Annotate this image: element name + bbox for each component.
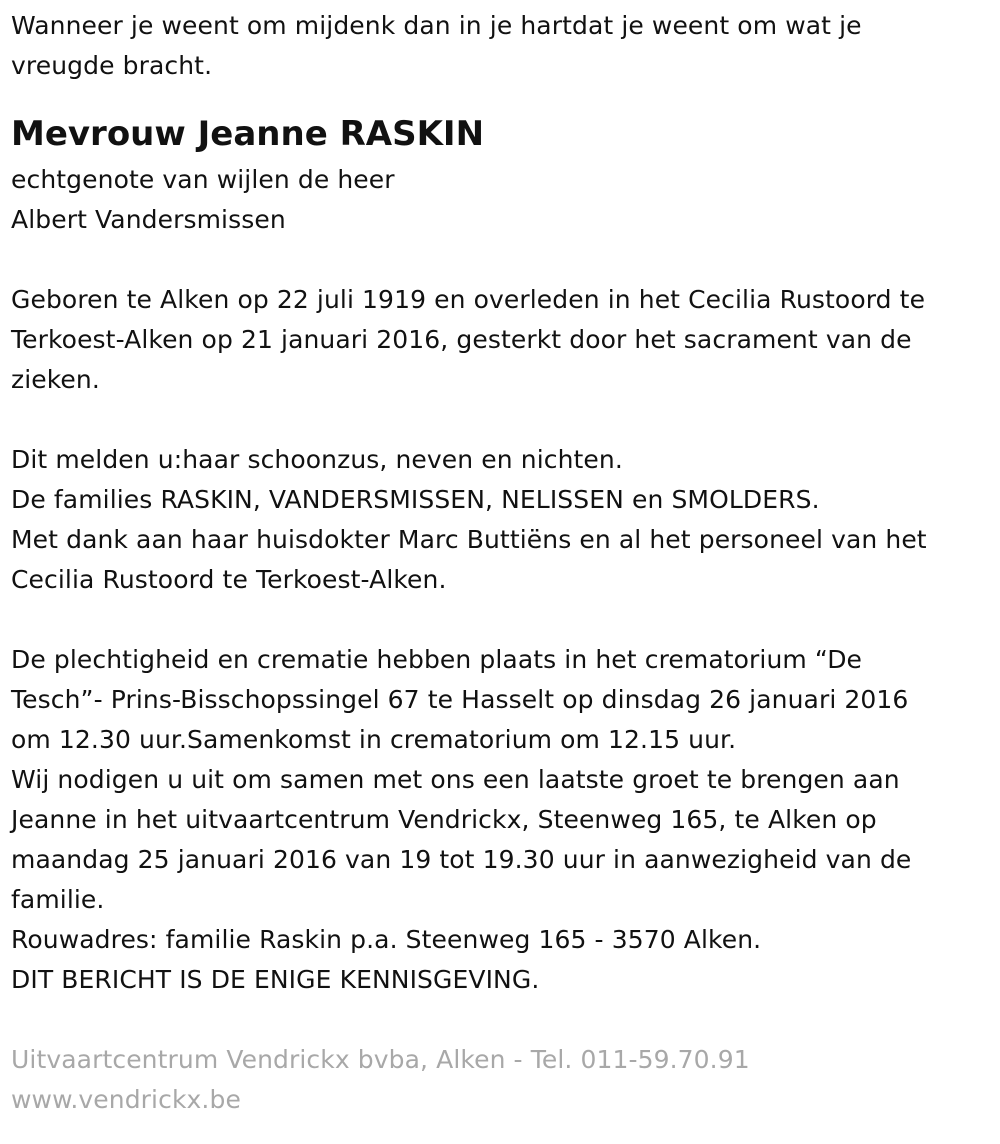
deceased-name: Mevrouw Jeanne RASKIN (11, 114, 485, 154)
ceremony-line: Jeanne in het uitvaartcentrum Vendrickx, Steenweg 165, te Alken op (11, 805, 877, 834)
footer-company: Uitvaartcentrum Vendrickx bvba, Alken - Tel. 011-59.70.91 (11, 1045, 750, 1074)
family-paragraph (11, 440, 991, 600)
birth-line: zieken. (11, 365, 100, 394)
spouse-line: echtgenote van wijlen de heer (11, 165, 395, 194)
quote-line: Wanneer je weent om mijdenk dan in je hartdat je weent om wat je (11, 11, 862, 40)
ceremony-line: De plechtigheid en crematie hebben plaats in het crematorium “De (11, 645, 863, 674)
ceremony-paragraph (11, 640, 991, 1000)
family-line: Dit melden u:haar schoonzus, neven en nichten. (11, 445, 623, 474)
opening-quote (11, 6, 991, 86)
family-line: Cecilia Rustoord te Terkoest-Alken. (11, 565, 447, 594)
ceremony-line: DIT BERICHT IS DE ENIGE KENNISGEVING. (11, 965, 540, 994)
ceremony-line: maandag 25 januari 2016 van 19 tot 19.30 uur in aanwezigheid van de (11, 845, 912, 874)
ceremony-line: familie. (11, 885, 105, 914)
ceremony-line: om 12.30 uur.Samenkomst in crematorium om 12.15 uur. (11, 725, 737, 754)
birth-line: Terkoest-Alken op 21 januari 2016, gesterkt door het sacrament van de (11, 325, 912, 354)
spouse-line: Albert Vandersmissen (11, 205, 286, 234)
ceremony-line: Tesch”- Prins-Bisschopssingel 67 te Hasselt op dinsdag 26 januari 2016 (11, 685, 909, 714)
footer (11, 1040, 991, 1120)
obituary-notice (11, 0, 991, 1120)
quote-line: vreugde bracht. (11, 51, 213, 80)
ceremony-line: Wij nodigen u uit om samen met ons een laatste groet te brengen aan (11, 765, 900, 794)
footer-website: www.vendrickx.be (11, 1085, 241, 1114)
birth-death-paragraph (11, 280, 991, 400)
birth-line: Geboren te Alken op 22 juli 1919 en overleden in het Cecilia Rustoord te (11, 285, 926, 314)
spouse-info (11, 160, 991, 240)
family-line: Met dank aan haar huisdokter Marc Buttiëns en al het personeel van het (11, 525, 927, 554)
family-line: De families RASKIN, VANDERSMISSEN, NELISSEN en SMOLDERS. (11, 485, 820, 514)
ceremony-line: Rouwadres: familie Raskin p.a. Steenweg 165 - 3570 Alken. (11, 925, 762, 954)
